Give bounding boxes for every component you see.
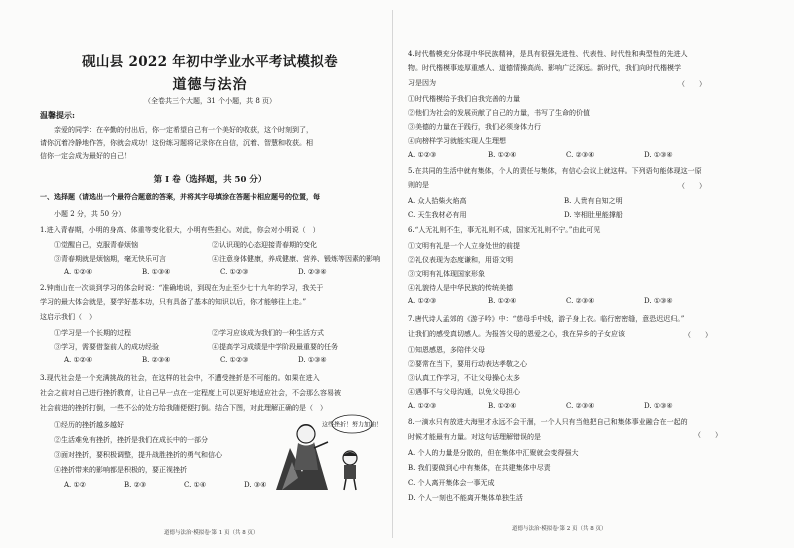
q5-option-c[interactable]: C. 天生我材必有用 bbox=[408, 211, 467, 219]
section-instruction-cont: 小题 2 分，共 50 分） bbox=[54, 210, 126, 218]
q7-choice-b[interactable]: B. ①②④ bbox=[488, 402, 517, 410]
q3-choice-a[interactable]: A. ①② bbox=[64, 481, 87, 489]
q1-opt-3: ③青春期就是烦恼期，毫无快乐可言 bbox=[54, 255, 166, 263]
q3-choice-c[interactable]: C. ①④ bbox=[184, 481, 207, 489]
q4-choice-b[interactable]: B. ①②④ bbox=[488, 151, 517, 159]
q8-answer-blank[interactable]: （ ） bbox=[694, 431, 722, 439]
tips-text: 亲爱的同学：在辛勤的付出后，你一定希望自己有一个美好的收获，这个时刻到了， 请你沉着冷静地作答，你就会成功！这份练习题将记录你在自信，沉着、智慧和收获。相 信你一定会成为最好的自己！ bbox=[40, 126, 313, 160]
q6-choice-c[interactable]: C. ②③④ bbox=[566, 297, 595, 305]
q3-cartoon-illustration bbox=[268, 412, 383, 492]
q4-choice-c[interactable]: C. ②③④ bbox=[566, 151, 595, 159]
q7-choice-c[interactable]: C. ②③④ bbox=[566, 402, 595, 410]
q3-opt-1: ①经历的挫折越多越好 bbox=[54, 421, 124, 429]
q7-opt-3: ③认真工作学习，不让父母操心太多 bbox=[408, 374, 520, 382]
q6-choice-b[interactable]: B. ①②④ bbox=[488, 297, 517, 305]
page-footer-right: 道德与法治·模拟卷·第 2 页（共 8 页） bbox=[512, 526, 607, 532]
q1-opt-1: ①觉醒自己，克服青春烦恼 bbox=[54, 241, 138, 249]
q5-option-d[interactable]: D. 宰相肚里能撑船 bbox=[564, 211, 623, 219]
q3-choice-d[interactable]: D. ③④ bbox=[244, 481, 267, 489]
volume-heading: 第 I 卷（选择题，共 50 分） bbox=[153, 175, 267, 185]
q6-opt-4: ④礼貌待人是中华民族的传统美德 bbox=[408, 284, 513, 292]
q1-opt-4: ④注意身体健康，养成健康、营养、锻炼等因素的影响 bbox=[212, 255, 380, 263]
q4-stem-line-2: 物。时代楷模事迹厚重感人、道德情操高尚、影响广泛深远。新时代，我们向时代楷模学 bbox=[408, 64, 681, 72]
q2-choice-a[interactable]: A. ①②④ bbox=[64, 356, 93, 364]
q8-option-a[interactable]: A. 个人的力量是分散的，但在集体中汇聚就会变得强大 bbox=[408, 449, 579, 457]
exam-note: （全卷共三个大题，31 个小题，共 8 页） bbox=[143, 97, 277, 105]
q5-option-a[interactable]: A. 众人拾柴火焰高 bbox=[408, 197, 467, 205]
page-divider bbox=[392, 10, 393, 538]
q4-opt-2: ②他们为社会的发展贡献了自己的力量，书写了生命的价值 bbox=[408, 109, 590, 117]
q8-option-c[interactable]: C. 个人离开集体会一事无成 bbox=[408, 479, 495, 487]
q3-opt-4: ④挫折带来的影响都是积极的，要正视挫折 bbox=[54, 466, 187, 474]
q3-stem-line-3: 社会前进的挫折打倒，一些不公的处方给我随便便打倒。结合下图，对此理解正确的是（ ） bbox=[40, 404, 327, 412]
q3-stem-line-2: 社会之前对自己进行挫折教育，让自己早一点在一定程度上可以更好地适应社会，不会那么容易被 bbox=[40, 389, 341, 397]
q5-answer-blank[interactable]: （ ） bbox=[678, 182, 706, 190]
q2-stem-line-2: 学习的最大体会就是，要学好基本功，只有具备了基本的知识以后，你才能够往上走。” bbox=[40, 298, 307, 306]
q7-choice-d[interactable]: D. ①③④ bbox=[644, 402, 673, 410]
q7-opt-2: ②要常在当下，要用行动表达孝敬之心 bbox=[408, 360, 527, 368]
q2-choice-b[interactable]: B. ②③④ bbox=[142, 356, 171, 364]
subject-title: 道德与法治 bbox=[172, 77, 248, 93]
q6-choice-a[interactable]: A. ①②③ bbox=[408, 297, 437, 305]
q3-stem-line-1: 3.现代社会是一个充满挑战的社会，在这样的社会中，不遭受挫折是不可能的。如果在进入 bbox=[40, 374, 320, 382]
q1-choice-c[interactable]: C. ①②③ bbox=[220, 268, 249, 276]
q2-opt-1: ①学习是一个长期的过程 bbox=[54, 329, 131, 337]
q5-option-b[interactable]: B. 人贵有自知之明 bbox=[564, 197, 623, 205]
q4-opt-4: ④向榜样学习就能实现人生理想 bbox=[408, 137, 506, 145]
q4-opt-3: ③美德的力量在于践行，我们必须身体力行 bbox=[408, 123, 541, 131]
q4-stem-line-3: 习是因为 bbox=[408, 79, 436, 87]
speech-bubble-text: 这些挫折！努力加油！ bbox=[321, 421, 383, 429]
q7-answer-blank[interactable]: （ ） bbox=[684, 331, 712, 339]
q4-stem-line-1: 4.时代楷模充分体现中华民族精神，是具有很强先进性、代表性、时代性和典型性的先进人 bbox=[408, 50, 688, 58]
q6-choice-d[interactable]: D. ①③④ bbox=[644, 297, 673, 305]
section-instruction: 一、选择题（请选出一个最符合题意的答案，并将其字母填涂在答题卡相应题号的位置，每 bbox=[40, 192, 320, 201]
q2-opt-4: ④提高学习成绩是中学阶段最重要的任务 bbox=[212, 343, 338, 351]
q3-choice-b[interactable]: B. ②③ bbox=[124, 481, 147, 489]
q7-stem-line-1: 7.唐代诗人孟郊的《游子吟》中：“慈母手中线，游子身上衣。临行密密缝，意恐迟迟归。” bbox=[408, 315, 685, 323]
q4-opt-1: ①时代楷模给予我们自我完善的力量 bbox=[408, 95, 520, 103]
q1-choice-d[interactable]: D. ②③④ bbox=[298, 268, 327, 276]
q1-opt-2: ②认识现的心态迎接青春期的变化 bbox=[212, 241, 317, 249]
q2-opt-2: ②学习应该成为我们的一种生活方式 bbox=[212, 329, 324, 337]
q7-choice-a[interactable]: A. ①②③ bbox=[408, 402, 437, 410]
q3-opt-3: ③面对挫折，要积极调整，提升战胜挫折的勇气和信心 bbox=[54, 451, 222, 459]
q8-option-d[interactable]: D. 个人一刻也不能离开集体单独生活 bbox=[408, 494, 523, 502]
q4-choice-a[interactable]: A. ①②③ bbox=[408, 151, 437, 159]
q4-choice-d[interactable]: D. ①③④ bbox=[644, 151, 673, 159]
q5-stem-line-2: 则的是 bbox=[408, 181, 429, 189]
q2-stem-line-1: 2.钟南山在一次谈到学习的体会时说：“准确地说，到现在为止至少七十九年的学习，我关于 bbox=[40, 284, 324, 292]
q4-answer-blank[interactable]: （ ） bbox=[678, 80, 706, 88]
q2-stem-line-3: 这启示我们（ ） bbox=[40, 313, 96, 321]
q8-stem-line-1: 8.一滴水只有放进大海里才永远不会干涸，一个人只有当他把自己和集体事业融合在一起的 bbox=[408, 418, 688, 426]
q6-opt-2: ②礼仪表现为态度谦和，用语文明 bbox=[408, 256, 513, 264]
q7-stem-line-2: 让我们的感受真切感人。为报答父母的恩爱之心，我在异乡的子女应该 bbox=[408, 330, 625, 338]
q1-choice-b[interactable]: B. ①③④ bbox=[142, 268, 171, 276]
q2-opt-3: ③学习，需要借鉴前人的成功经验 bbox=[54, 343, 159, 351]
q5-stem-line-1: 5.在共同的生活中就有集体，个人的责任与集体，有信心会议上就这样。下列语句能体现这一原 bbox=[408, 167, 702, 175]
q1-stem: 1.进入青春期，小明的身高、体重等变化很大，小明有些担心。对此，你会对小明说（ ） bbox=[40, 226, 320, 234]
student-body bbox=[344, 465, 356, 479]
q1-choice-a[interactable]: A. ①②④ bbox=[64, 268, 93, 276]
q8-stem-line-2: 时候才能最有力量。对这句话理解错误的是 bbox=[408, 433, 541, 441]
q8-option-b[interactable]: B. 我们要做到心中有集体，在共建集体中尽责 bbox=[408, 464, 551, 472]
q7-opt-1: ①知恩感恩，多陪伴父母 bbox=[408, 346, 485, 354]
page-footer-left: 道德与法治·模拟卷·第 1 页（共 8 页） bbox=[164, 530, 259, 536]
q6-opt-1: ①文明有礼是一个人立身处世的前提 bbox=[408, 242, 520, 250]
tips-heading: 温馨提示: bbox=[40, 110, 75, 120]
q7-opt-4: ④遇事不与父母沟通，以免父母担心 bbox=[408, 388, 520, 396]
q2-choice-c[interactable]: C. ①②③ bbox=[220, 356, 249, 364]
q6-stem: 6.“人无礼则不生，事无礼则不成，国家无礼则不宁。”由此可见 bbox=[408, 226, 601, 234]
q3-opt-2: ②生活难免有挫折，挫折是我们在成长中的一部分 bbox=[54, 436, 208, 444]
right-page bbox=[408, 0, 758, 548]
q6-opt-3: ③文明有礼体现国家形象 bbox=[408, 270, 485, 278]
q2-choice-d[interactable]: D. ①③④ bbox=[298, 356, 327, 364]
left-page bbox=[40, 0, 383, 548]
exam-title: 砚山县 2022 年初中学业水平考试模拟卷 bbox=[82, 54, 338, 70]
